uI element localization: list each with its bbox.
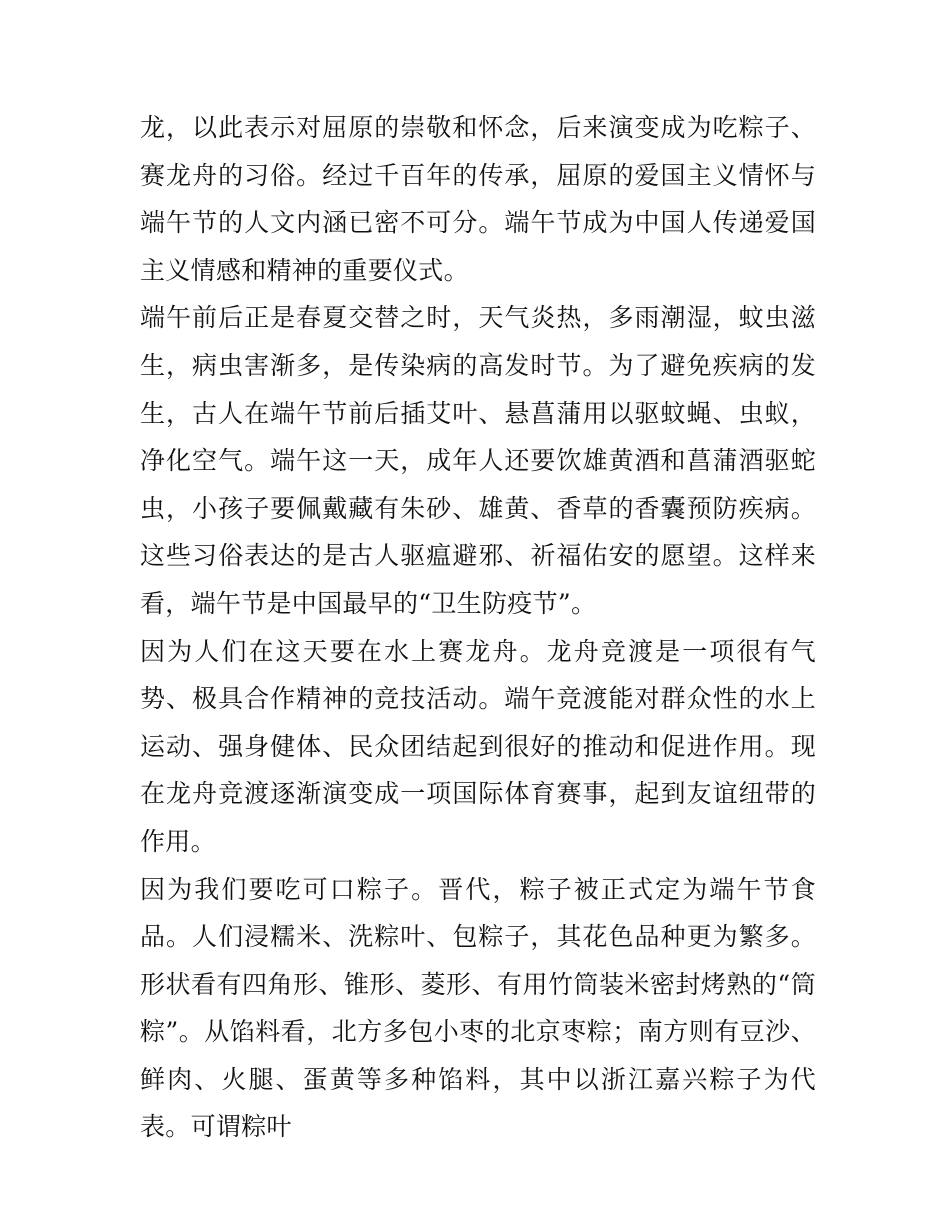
paragraph-4: 因为我们要吃可口粽子。晋代，粽子被正式定为端午节食品。人们浸糯米、洗粽叶、包粽子，其花色品种更为繁多。形状看有四角形、锥形、菱形、有用竹筒装米密封烤熟的“筒粽”。从馅料看，北方多包小枣的北京枣粽；南方则有豆沙、鲜肉、火腿、蛋黄等多种馅料，其中以浙江嘉兴粽子为代表。可谓粽叶 bbox=[140, 874, 816, 1142]
paragraph-1: 龙，以此表示对屈原的崇敬和怀念，后来演变成为吃粽子、赛龙舟的习俗。经过千百年的传承，屈原的爱国主义情怀与端午节的人文内涵已密不可分。端午节成为中国人传递爱国主义情感和精神的重要仪式。 bbox=[140, 113, 816, 285]
document-body bbox=[140, 104, 816, 1151]
paragraph-2: 端午前后正是春夏交替之时，天气炎热，多雨潮湿，蚊虫滋生，病虫害渐多，是传染病的高发时节。为了避免疾病的发生，古人在端午节前后插艾叶、悬菖蒲用以驱蚊蝇、虫蚁，净化空气。端午这一天，成年人还要饮雄黄酒和菖蒲酒驱蛇虫，小孩子要佩戴藏有朱砂、雄黄、香草的香囊预防疾病。这些习俗表达的是古人驱瘟避邪、祈福佑安的愿望。这样来看，端午节是中国最早的“卫生防疫节”。 bbox=[140, 303, 816, 618]
paragraph-3: 因为人们在这天要在水上赛龙舟。龙舟竞渡是一项很有气势、极具合作精神的竞技活动。端午竞渡能对群众性的水上运动、强身健体、民众团结起到很好的推动和促进作用。现在龙舟竞渡逐渐演变成一项国际体育赛事，起到友谊纽带的作用。 bbox=[140, 636, 816, 856]
